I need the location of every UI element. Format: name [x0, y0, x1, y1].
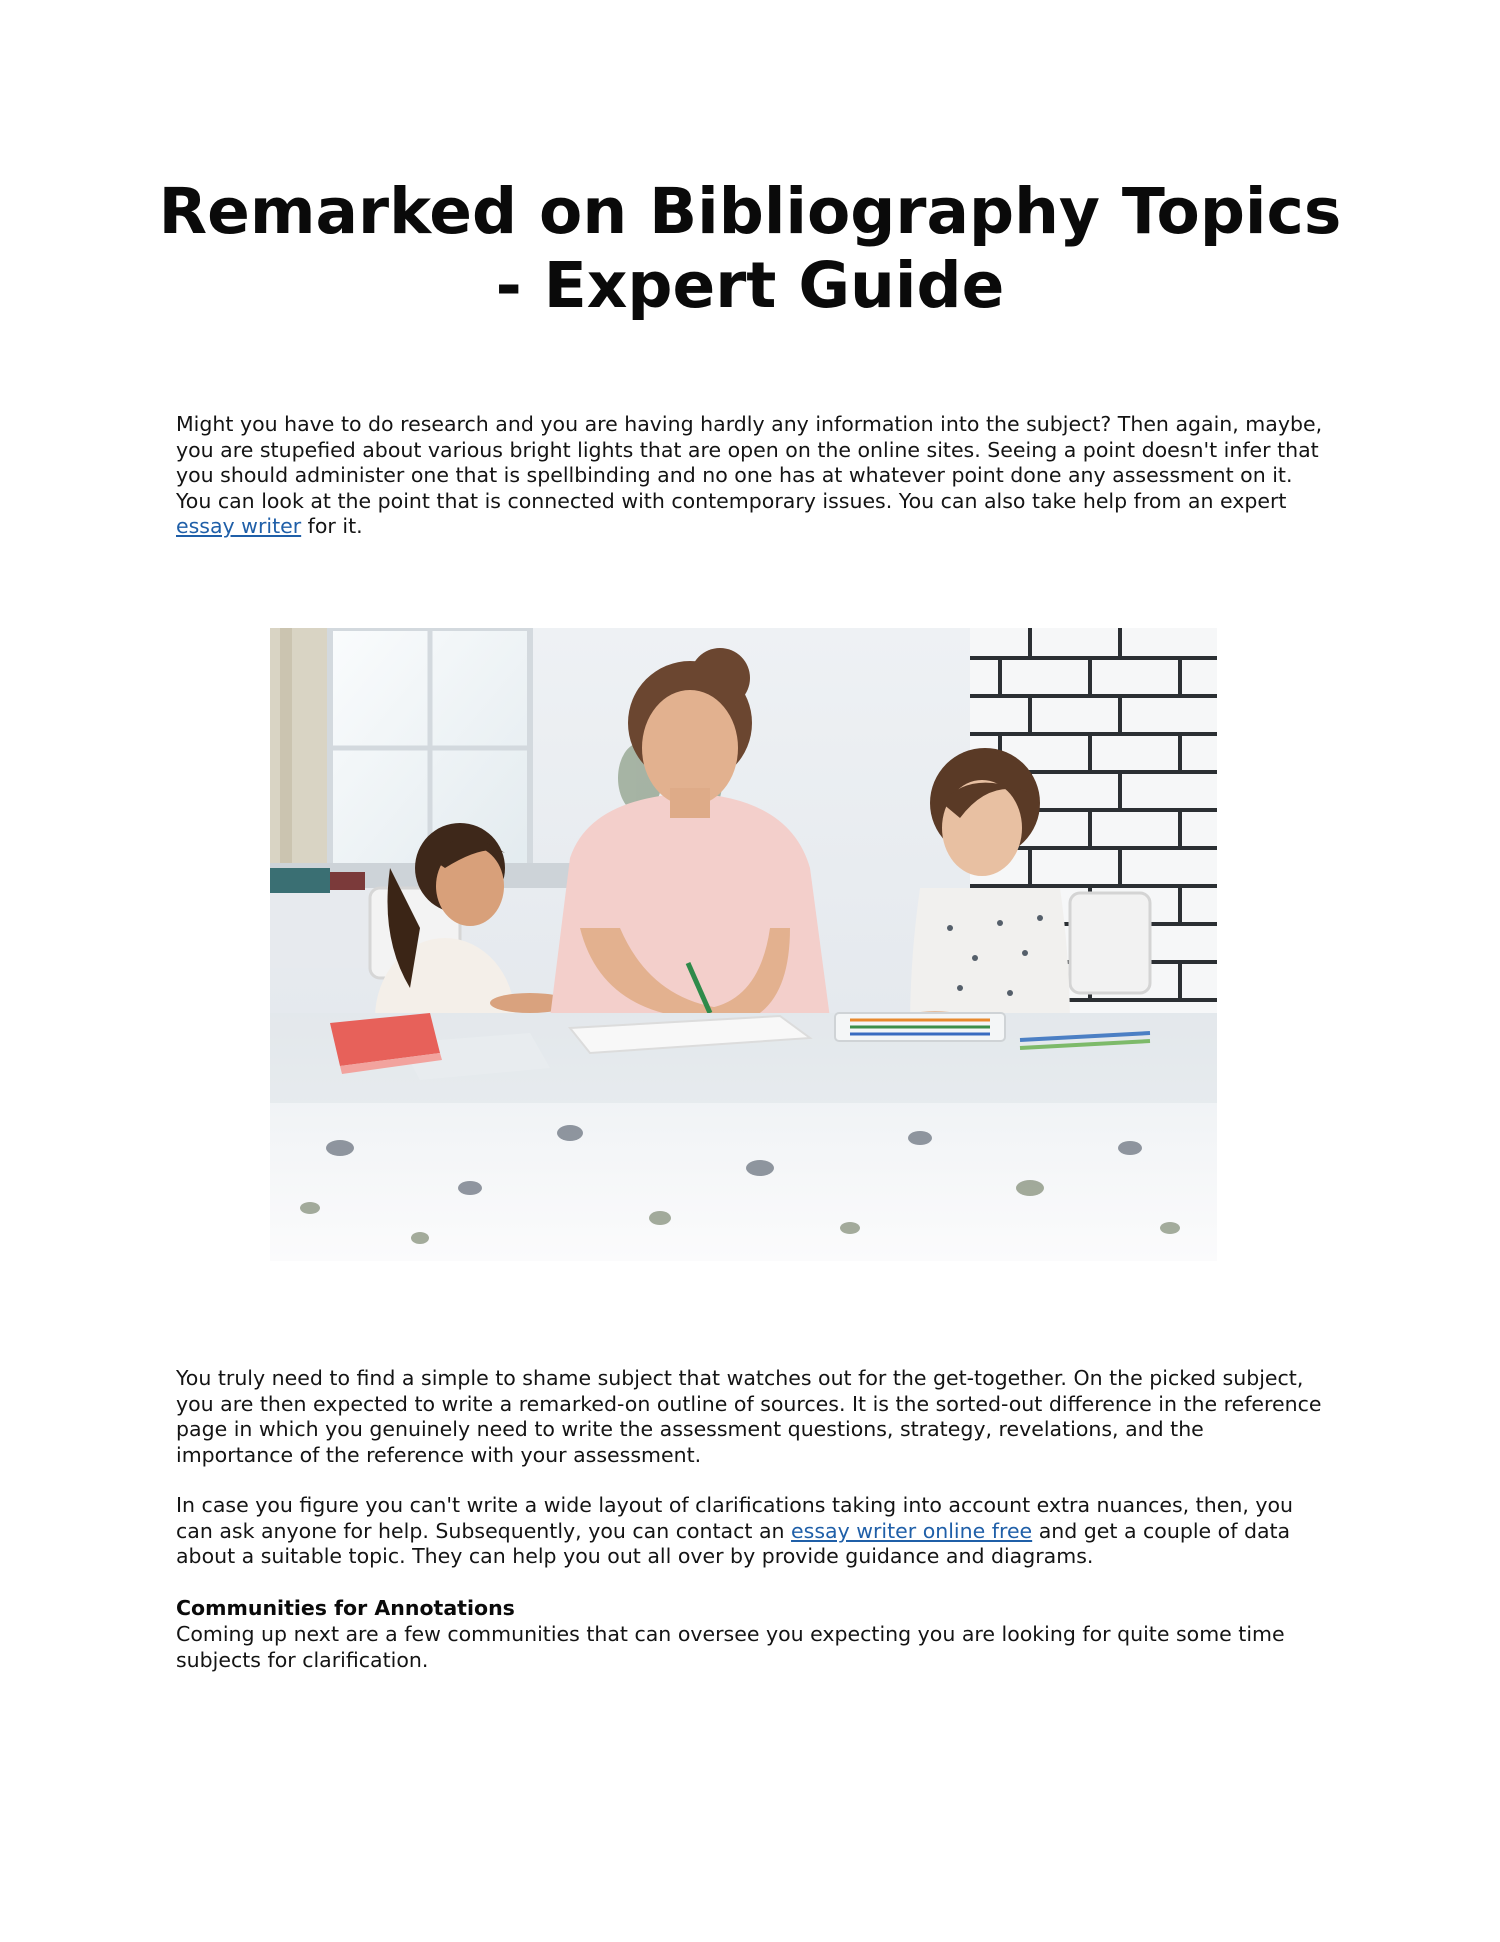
- paragraph-2: You truly need to find a simple to shame subject that watches out for the get-together. On the picked subject, you are then expected to write a remarked-on outline of sources. It is the sorted-out difference in the reference page in which you genuinely need to write the assessment questions, strategy, revelations, and the importance of the reference with your assessment.: [176, 1366, 1322, 1467]
- essay-writer-online-free-link[interactable]: essay writer online free: [791, 1518, 1033, 1543]
- paragraph-3: [176, 1493, 1326, 1570]
- essay-writer-link[interactable]: essay writer: [176, 514, 302, 538]
- section-heading: Communities for Annotations: [176, 1596, 515, 1620]
- paragraph-3-text-start: In case you figure you can't write a wide layout of clarifications taking into account extra nuances, then, you can ask anyone for help. Subsequently, you can contact an: [176, 1493, 1294, 1543]
- intro-paragraph: [176, 412, 1326, 540]
- paragraph-4: Coming up next are a few communities that can oversee you expecting you are looking for quite some time subjects for clarification.: [176, 1622, 1285, 1672]
- intro-text-start: Might you have to do research and you are having hardly any information into the subject? Then again, maybe, you are stupefied about various bright lights that are open on the online sites. Seeing a point doesn't infer that you should administer one that is spellbinding and no one has at whatever point done any assessment on it. You can look at the point that is connected with contemporary issues. You can also take help from an expert: [176, 412, 1323, 513]
- intro-text-end: for it.: [301, 514, 363, 538]
- page-title: Remarked on Bibliography Topics - Expert Guide: [158, 175, 1342, 322]
- paragraph-3-text-end: and get a couple of data about a suitable topic. They can help you out all over by provide guidance and diagrams.: [176, 1518, 1291, 1568]
- article-photo: [270, 628, 1217, 1261]
- photo-mother-helping-two-daughters-icon: [270, 628, 1217, 1261]
